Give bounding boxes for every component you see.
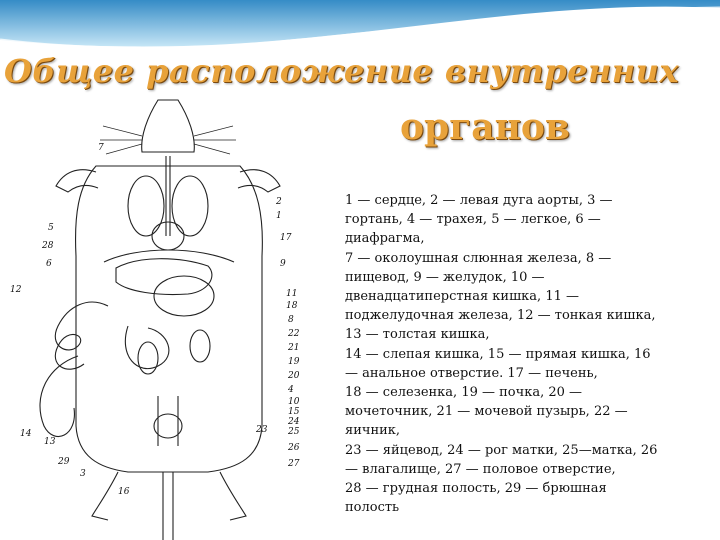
legend-line: полость	[345, 500, 400, 516]
legend-line: 28 — грудная полость, 29 — брюшная	[345, 481, 607, 497]
fig-label: 27	[288, 459, 300, 469]
fig-label: 25	[288, 427, 300, 437]
fig-label: 10	[288, 397, 300, 407]
legend-line: — анальное отверстие. 17 — печень,	[345, 365, 598, 381]
slide-title-line-2: органов	[400, 106, 570, 148]
organ-legend	[345, 191, 695, 517]
fig-label: 9	[280, 259, 286, 269]
fig-label: 15	[288, 407, 300, 417]
left-hindlimb	[92, 472, 118, 520]
caecum	[125, 326, 169, 369]
fig-label: 1	[276, 211, 282, 221]
right-forelimb	[238, 170, 280, 192]
whiskers	[100, 126, 236, 154]
fig-label: 20	[288, 371, 300, 381]
tail	[163, 472, 173, 540]
fig-label: 29	[58, 457, 70, 467]
fig-label: 2	[276, 197, 282, 207]
heart	[152, 222, 184, 250]
slide-title-line-1: Общее расположение внутренних	[4, 52, 679, 90]
trachea	[166, 156, 170, 236]
legend-line: — влагалище, 27 — половое отверстие,	[345, 461, 616, 477]
legend-line: 7 — околоушная слюнная железа, 8 —	[345, 250, 612, 266]
fig-label: 12	[10, 285, 22, 295]
legend-line: 13 — толстая кишка,	[345, 327, 490, 343]
legend-line: диафрагма,	[345, 231, 425, 247]
legend-line: двенадцатиперстная кишка, 11 —	[345, 289, 579, 305]
fig-label: 11	[286, 289, 298, 299]
fig-label: 8	[288, 315, 294, 325]
kidney-left	[138, 342, 158, 374]
fig-label: 22	[288, 329, 300, 339]
left-forelimb	[56, 170, 98, 192]
rat-anatomy-diagram	[8, 96, 328, 540]
fig-label: 17	[280, 233, 292, 243]
small-intestine	[55, 302, 108, 369]
stomach	[154, 276, 214, 316]
lung-left	[128, 176, 164, 236]
legend-line: поджелудочная железа, 12 — тонкая кишка,	[345, 308, 656, 324]
fig-label: 24	[288, 417, 300, 427]
legend-line: пищевод, 9 — желудок, 10 —	[345, 269, 545, 285]
right-hindlimb	[220, 472, 246, 520]
legend-line: 14 — слепая кишка, 15 — прямая кишка, 16	[345, 346, 651, 362]
fig-label: 28	[42, 241, 54, 251]
liver	[116, 259, 212, 295]
fig-label: 16	[118, 487, 130, 497]
legend-line: гортань, 4 — трахея, 5 — легкое, 6 —	[345, 212, 601, 228]
fig-label: 14	[20, 429, 32, 439]
fig-label: 5	[48, 223, 54, 233]
fig-label: 3	[80, 469, 86, 479]
head-outline	[142, 100, 195, 152]
fig-label: 18	[286, 301, 298, 311]
lung-right	[172, 176, 208, 236]
kidney-right	[190, 330, 210, 362]
fig-label: 19	[288, 357, 300, 367]
legend-line: мочеточник, 21 — мочевой пузырь, 22 —	[345, 404, 628, 420]
fig-label: 23	[256, 425, 268, 435]
body-outline	[76, 166, 263, 472]
diaphragm	[104, 250, 234, 262]
large-intestine	[40, 356, 78, 436]
legend-line: яичник,	[345, 423, 401, 439]
fig-label: 13	[44, 437, 56, 447]
fig-label: 21	[288, 343, 300, 353]
fig-label: 7	[98, 143, 104, 153]
legend-line: 23 — яйцевод, 24 — рог матки, 25—матка, 26	[345, 442, 658, 458]
fig-label: 4	[288, 385, 294, 395]
fig-label: 6	[46, 259, 52, 269]
fig-label: 26	[288, 443, 300, 453]
legend-line: 18 — селезенка, 19 — почка, 20 —	[345, 385, 583, 401]
legend-line: 1 — сердце, 2 — левая дуга аорты, 3 —	[345, 193, 613, 208]
